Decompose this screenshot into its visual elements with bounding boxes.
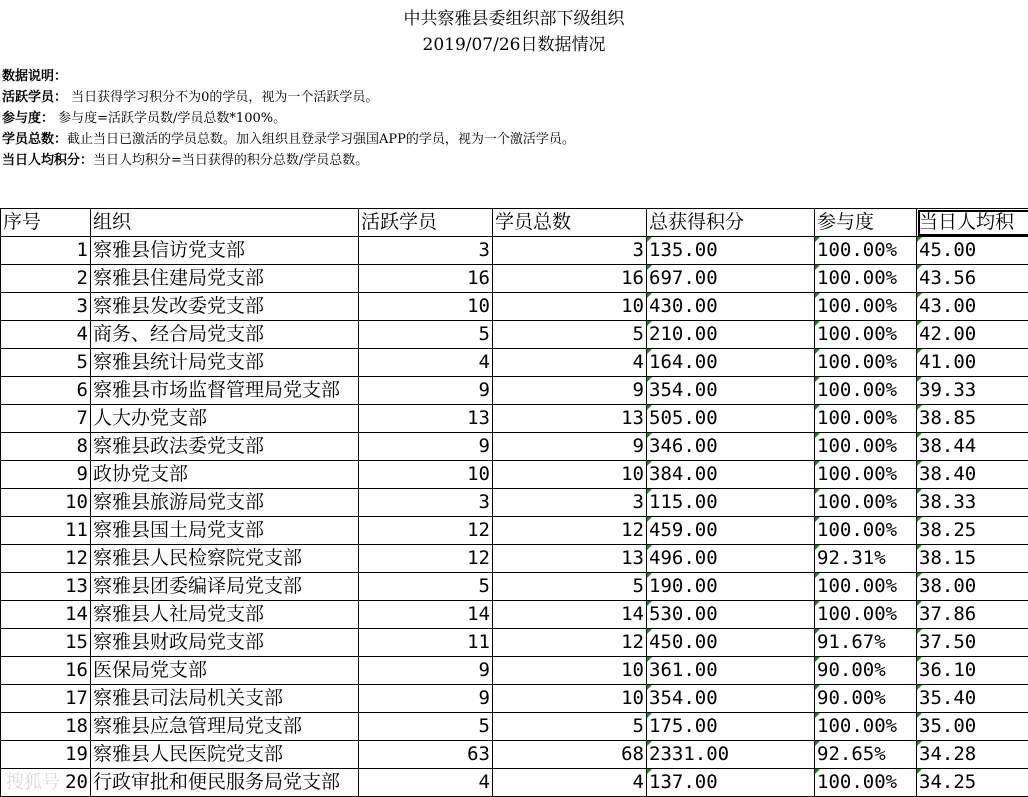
cell-index[interactable]: 12	[1, 545, 91, 573]
cell-total-points[interactable]: 210.00	[647, 321, 815, 349]
cell-active-learners[interactable]: 9	[359, 657, 493, 685]
cell-index[interactable]: 8	[1, 433, 91, 461]
table-row	[1, 349, 1028, 377]
table-row	[1, 377, 1028, 405]
cell-index[interactable]: 2	[1, 265, 91, 293]
cell-total-points[interactable]: 137.00	[647, 769, 815, 797]
cell-participation[interactable]: 91.67%	[815, 629, 917, 657]
spreadsheet-grid	[0, 208, 1028, 797]
table-row	[1, 769, 1028, 797]
cell-participation[interactable]: 92.31%	[815, 545, 917, 573]
note-text: 当日获得学习积分不为0的学员，视为一个活跃学员。	[67, 90, 379, 105]
cell-total-learners[interactable]: 10	[493, 461, 647, 489]
table-row	[1, 321, 1028, 349]
cell-organization[interactable]: 察雅县发改委党支部	[91, 293, 359, 321]
note-active-learner	[2, 87, 575, 108]
cell-total-learners[interactable]: 13	[493, 545, 647, 573]
header-cell-organization[interactable]: 组织	[91, 209, 359, 237]
cell-daily-average[interactable]: 37.86	[917, 601, 1028, 629]
cell-total-learners[interactable]: 12	[493, 517, 647, 545]
table-row	[1, 741, 1028, 769]
cell-total-points[interactable]: 697.00	[647, 265, 815, 293]
cell-active-learners[interactable]: 3	[359, 237, 493, 265]
cell-organization[interactable]: 察雅县统计局党支部	[91, 349, 359, 377]
header-cell-total-points[interactable]: 总获得积分	[647, 209, 815, 237]
note-label: 参与度：	[2, 111, 55, 126]
table-row	[1, 657, 1028, 685]
table-row	[1, 629, 1028, 657]
note-text: 参与度=活跃学员数/学员总数*100%。	[54, 111, 287, 126]
cell-daily-average[interactable]: 42.00	[917, 321, 1028, 349]
note-label: 当日人均积分：	[2, 153, 94, 168]
cell-organization[interactable]: 察雅县政法委党支部	[91, 433, 359, 461]
cell-participation[interactable]: 100.00%	[815, 349, 917, 377]
table-row	[1, 685, 1028, 713]
cell-total-points[interactable]: 354.00	[647, 685, 815, 713]
cell-participation[interactable]: 100.00%	[815, 405, 917, 433]
cell-total-learners[interactable]: 12	[493, 629, 647, 657]
data-notes	[2, 66, 575, 171]
cell-participation[interactable]: 100.00%	[815, 601, 917, 629]
cell-index[interactable]: 13	[1, 573, 91, 601]
cell-active-learners[interactable]: 14	[359, 601, 493, 629]
cell-total-learners[interactable]: 16	[493, 265, 647, 293]
cell-total-points[interactable]: 164.00	[647, 349, 815, 377]
table-body	[1, 237, 1028, 797]
cell-active-learners[interactable]: 4	[359, 769, 493, 797]
table-row	[1, 489, 1028, 517]
cell-participation[interactable]: 100.00%	[815, 377, 917, 405]
cell-index[interactable]: 7	[1, 405, 91, 433]
cell-participation[interactable]: 100.00%	[815, 769, 917, 797]
cell-active-learners[interactable]: 11	[359, 629, 493, 657]
cell-participation[interactable]: 90.00%	[815, 657, 917, 685]
cell-active-learners[interactable]: 10	[359, 461, 493, 489]
cell-organization[interactable]: 察雅县人社局党支部	[91, 601, 359, 629]
cell-organization[interactable]: 察雅县司法局机关支部	[91, 685, 359, 713]
cell-daily-average[interactable]: 35.00	[917, 713, 1028, 741]
cell-participation[interactable]: 100.00%	[815, 293, 917, 321]
cell-daily-average[interactable]: 34.25	[917, 769, 1028, 797]
cell-total-learners[interactable]: 5	[493, 713, 647, 741]
table-row	[1, 265, 1028, 293]
cell-total-learners[interactable]: 10	[493, 293, 647, 321]
cell-total-points[interactable]: 459.00	[647, 517, 815, 545]
cell-participation[interactable]: 100.00%	[815, 265, 917, 293]
table-row	[1, 601, 1028, 629]
cell-daily-average[interactable]: 45.00	[917, 237, 1028, 265]
table-row	[1, 293, 1028, 321]
cell-index[interactable]: 4	[1, 321, 91, 349]
cell-total-points[interactable]: 346.00	[647, 433, 815, 461]
cell-daily-average[interactable]: 38.00	[917, 573, 1028, 601]
cell-organization[interactable]: 察雅县信访党支部	[91, 237, 359, 265]
cell-total-learners[interactable]: 3	[493, 489, 647, 517]
cell-daily-average[interactable]: 37.50	[917, 629, 1028, 657]
table-row	[1, 433, 1028, 461]
cell-daily-average[interactable]: 43.00	[917, 293, 1028, 321]
cell-active-learners[interactable]: 9	[359, 377, 493, 405]
cell-total-learners[interactable]: 13	[493, 405, 647, 433]
cell-index[interactable]: 1	[1, 237, 91, 265]
cell-daily-average[interactable]: 34.28	[917, 741, 1028, 769]
cell-total-points[interactable]: 430.00	[647, 293, 815, 321]
note-participation	[2, 108, 575, 129]
cell-participation[interactable]: 100.00%	[815, 573, 917, 601]
cell-participation[interactable]: 100.00%	[815, 237, 917, 265]
table-row	[1, 573, 1028, 601]
cell-total-learners[interactable]: 10	[493, 657, 647, 685]
cell-total-learners[interactable]: 5	[493, 573, 647, 601]
header-cell-index[interactable]: 序号	[1, 209, 91, 237]
cell-participation[interactable]: 100.00%	[815, 321, 917, 349]
cell-active-learners[interactable]: 5	[359, 321, 493, 349]
cell-active-learners[interactable]: 5	[359, 573, 493, 601]
cell-organization[interactable]: 察雅县团委编译局党支部	[91, 573, 359, 601]
cell-index[interactable]: 5	[1, 349, 91, 377]
cell-active-learners[interactable]: 3	[359, 489, 493, 517]
table-row	[1, 237, 1028, 265]
cell-active-learners[interactable]: 12	[359, 517, 493, 545]
table-row	[1, 461, 1028, 489]
cell-organization[interactable]: 政协党支部	[91, 461, 359, 489]
cell-organization[interactable]: 察雅县国土局党支部	[91, 517, 359, 545]
cell-daily-average[interactable]: 36.10	[917, 657, 1028, 685]
cell-daily-average[interactable]: 38.25	[917, 517, 1028, 545]
header-row	[1, 209, 1028, 237]
cell-organization[interactable]: 商务、经合局党支部	[91, 321, 359, 349]
cell-active-learners[interactable]: 5	[359, 713, 493, 741]
cell-total-learners[interactable]: 10	[493, 685, 647, 713]
cell-participation[interactable]: 100.00%	[815, 489, 917, 517]
cell-index[interactable]: 3	[1, 293, 91, 321]
cell-daily-average[interactable]: 38.15	[917, 545, 1028, 573]
cell-total-points[interactable]: 505.00	[647, 405, 815, 433]
cell-total-learners[interactable]: 14	[493, 601, 647, 629]
header-cell-daily-average-selected[interactable]: 当日人均积	[917, 209, 1028, 237]
cell-active-learners[interactable]: 9	[359, 433, 493, 461]
cell-total-learners[interactable]: 5	[493, 321, 647, 349]
cell-active-learners[interactable]: 63	[359, 741, 493, 769]
cell-active-learners[interactable]: 13	[359, 405, 493, 433]
cell-active-learners[interactable]: 4	[359, 349, 493, 377]
cell-participation[interactable]: 100.00%	[815, 461, 917, 489]
cell-total-points[interactable]: 175.00	[647, 713, 815, 741]
cell-total-points[interactable]: 115.00	[647, 489, 815, 517]
cell-active-learners[interactable]: 10	[359, 293, 493, 321]
note-text: 截止当日已激活的学员总数。加入组织且登录学习强国APP的学员，视为一个激活学员。	[67, 132, 575, 147]
note-label: 活跃学员：	[2, 90, 68, 105]
cell-organization[interactable]: 医保局党支部	[91, 657, 359, 685]
cell-total-learners[interactable]: 68	[493, 741, 647, 769]
cell-daily-average[interactable]: 38.40	[917, 461, 1028, 489]
header-cell-total-learners[interactable]: 学员总数	[493, 209, 647, 237]
table-row	[1, 713, 1028, 741]
note-text: 当日人均积分=当日获得的积分总数/学员总数。	[93, 153, 369, 168]
cell-daily-average[interactable]: 35.40	[917, 685, 1028, 713]
cell-total-points[interactable]: 2331.00	[647, 741, 815, 769]
cell-active-learners[interactable]: 9	[359, 685, 493, 713]
cell-index[interactable]: 10	[1, 489, 91, 517]
cell-daily-average[interactable]: 38.44	[917, 433, 1028, 461]
cell-participation[interactable]: 100.00%	[815, 433, 917, 461]
cell-total-points[interactable]: 496.00	[647, 545, 815, 573]
cell-total-learners[interactable]: 3	[493, 237, 647, 265]
cell-total-learners[interactable]: 9	[493, 433, 647, 461]
cell-index[interactable]: 6	[1, 377, 91, 405]
cell-daily-average[interactable]: 41.00	[917, 349, 1028, 377]
cell-total-points[interactable]: 354.00	[647, 377, 815, 405]
cell-organization[interactable]: 察雅县应急管理局党支部	[91, 713, 359, 741]
cell-organization[interactable]: 察雅县住建局党支部	[91, 265, 359, 293]
cell-organization[interactable]: 察雅县市场监督管理局党支部	[91, 377, 359, 405]
cell-active-learners[interactable]: 16	[359, 265, 493, 293]
report-title: 中共察雅县委组织部下级组织	[403, 9, 625, 29]
cell-participation[interactable]: 90.00%	[815, 685, 917, 713]
cell-index[interactable]: 11	[1, 517, 91, 545]
cell-daily-average[interactable]: 39.33	[917, 377, 1028, 405]
cell-index[interactable]: 9	[1, 461, 91, 489]
cell-organization[interactable]: 察雅县旅游局党支部	[91, 489, 359, 517]
cell-index[interactable]: 15	[1, 629, 91, 657]
watermark: 搜狐号	[6, 772, 60, 793]
notes-heading: 数据说明：	[2, 69, 68, 84]
ranking-table	[0, 208, 1028, 797]
cell-participation[interactable]: 100.00%	[815, 713, 917, 741]
table-row	[1, 545, 1028, 573]
cell-index[interactable]: 18	[1, 713, 91, 741]
cell-index[interactable]: 19	[1, 741, 91, 769]
note-label: 学员总数：	[2, 132, 68, 147]
cell-total-points[interactable]: 361.00	[647, 657, 815, 685]
cell-total-learners[interactable]: 4	[493, 769, 647, 797]
note-daily-average	[2, 150, 575, 171]
cell-total-points[interactable]: 530.00	[647, 601, 815, 629]
header-cell-participation[interactable]: 参与度	[815, 209, 917, 237]
note-total-learners	[2, 129, 575, 150]
cell-total-points[interactable]: 135.00	[647, 237, 815, 265]
table-row	[1, 405, 1028, 433]
header-cell-active-learners[interactable]: 活跃学员	[359, 209, 493, 237]
cell-total-learners[interactable]: 4	[493, 349, 647, 377]
cell-organization[interactable]: 人大办党支部	[91, 405, 359, 433]
cell-total-points[interactable]: 450.00	[647, 629, 815, 657]
cell-index[interactable]: 16	[1, 657, 91, 685]
cell-daily-average[interactable]: 38.33	[917, 489, 1028, 517]
cell-total-learners[interactable]: 9	[493, 377, 647, 405]
cell-participation[interactable]: 92.65%	[815, 741, 917, 769]
cell-participation[interactable]: 100.00%	[815, 517, 917, 545]
cell-daily-average[interactable]: 43.56	[917, 265, 1028, 293]
report-date-title: 2019/07/26日数据情况	[422, 35, 606, 55]
cell-organization[interactable]: 察雅县人民检察院党支部	[91, 545, 359, 573]
cell-active-learners[interactable]: 12	[359, 545, 493, 573]
cell-organization[interactable]: 察雅县财政局党支部	[91, 629, 359, 657]
cell-total-points[interactable]: 190.00	[647, 573, 815, 601]
cell-index[interactable]: 20	[1, 769, 91, 797]
table-row	[1, 517, 1028, 545]
cell-index[interactable]: 14	[1, 601, 91, 629]
cell-total-points[interactable]: 384.00	[647, 461, 815, 489]
cell-daily-average[interactable]: 38.85	[917, 405, 1028, 433]
cell-organization[interactable]: 察雅县人民医院党支部	[91, 741, 359, 769]
cell-index[interactable]: 17	[1, 685, 91, 713]
cell-organization[interactable]: 行政审批和便民服务局党支部	[91, 769, 359, 797]
